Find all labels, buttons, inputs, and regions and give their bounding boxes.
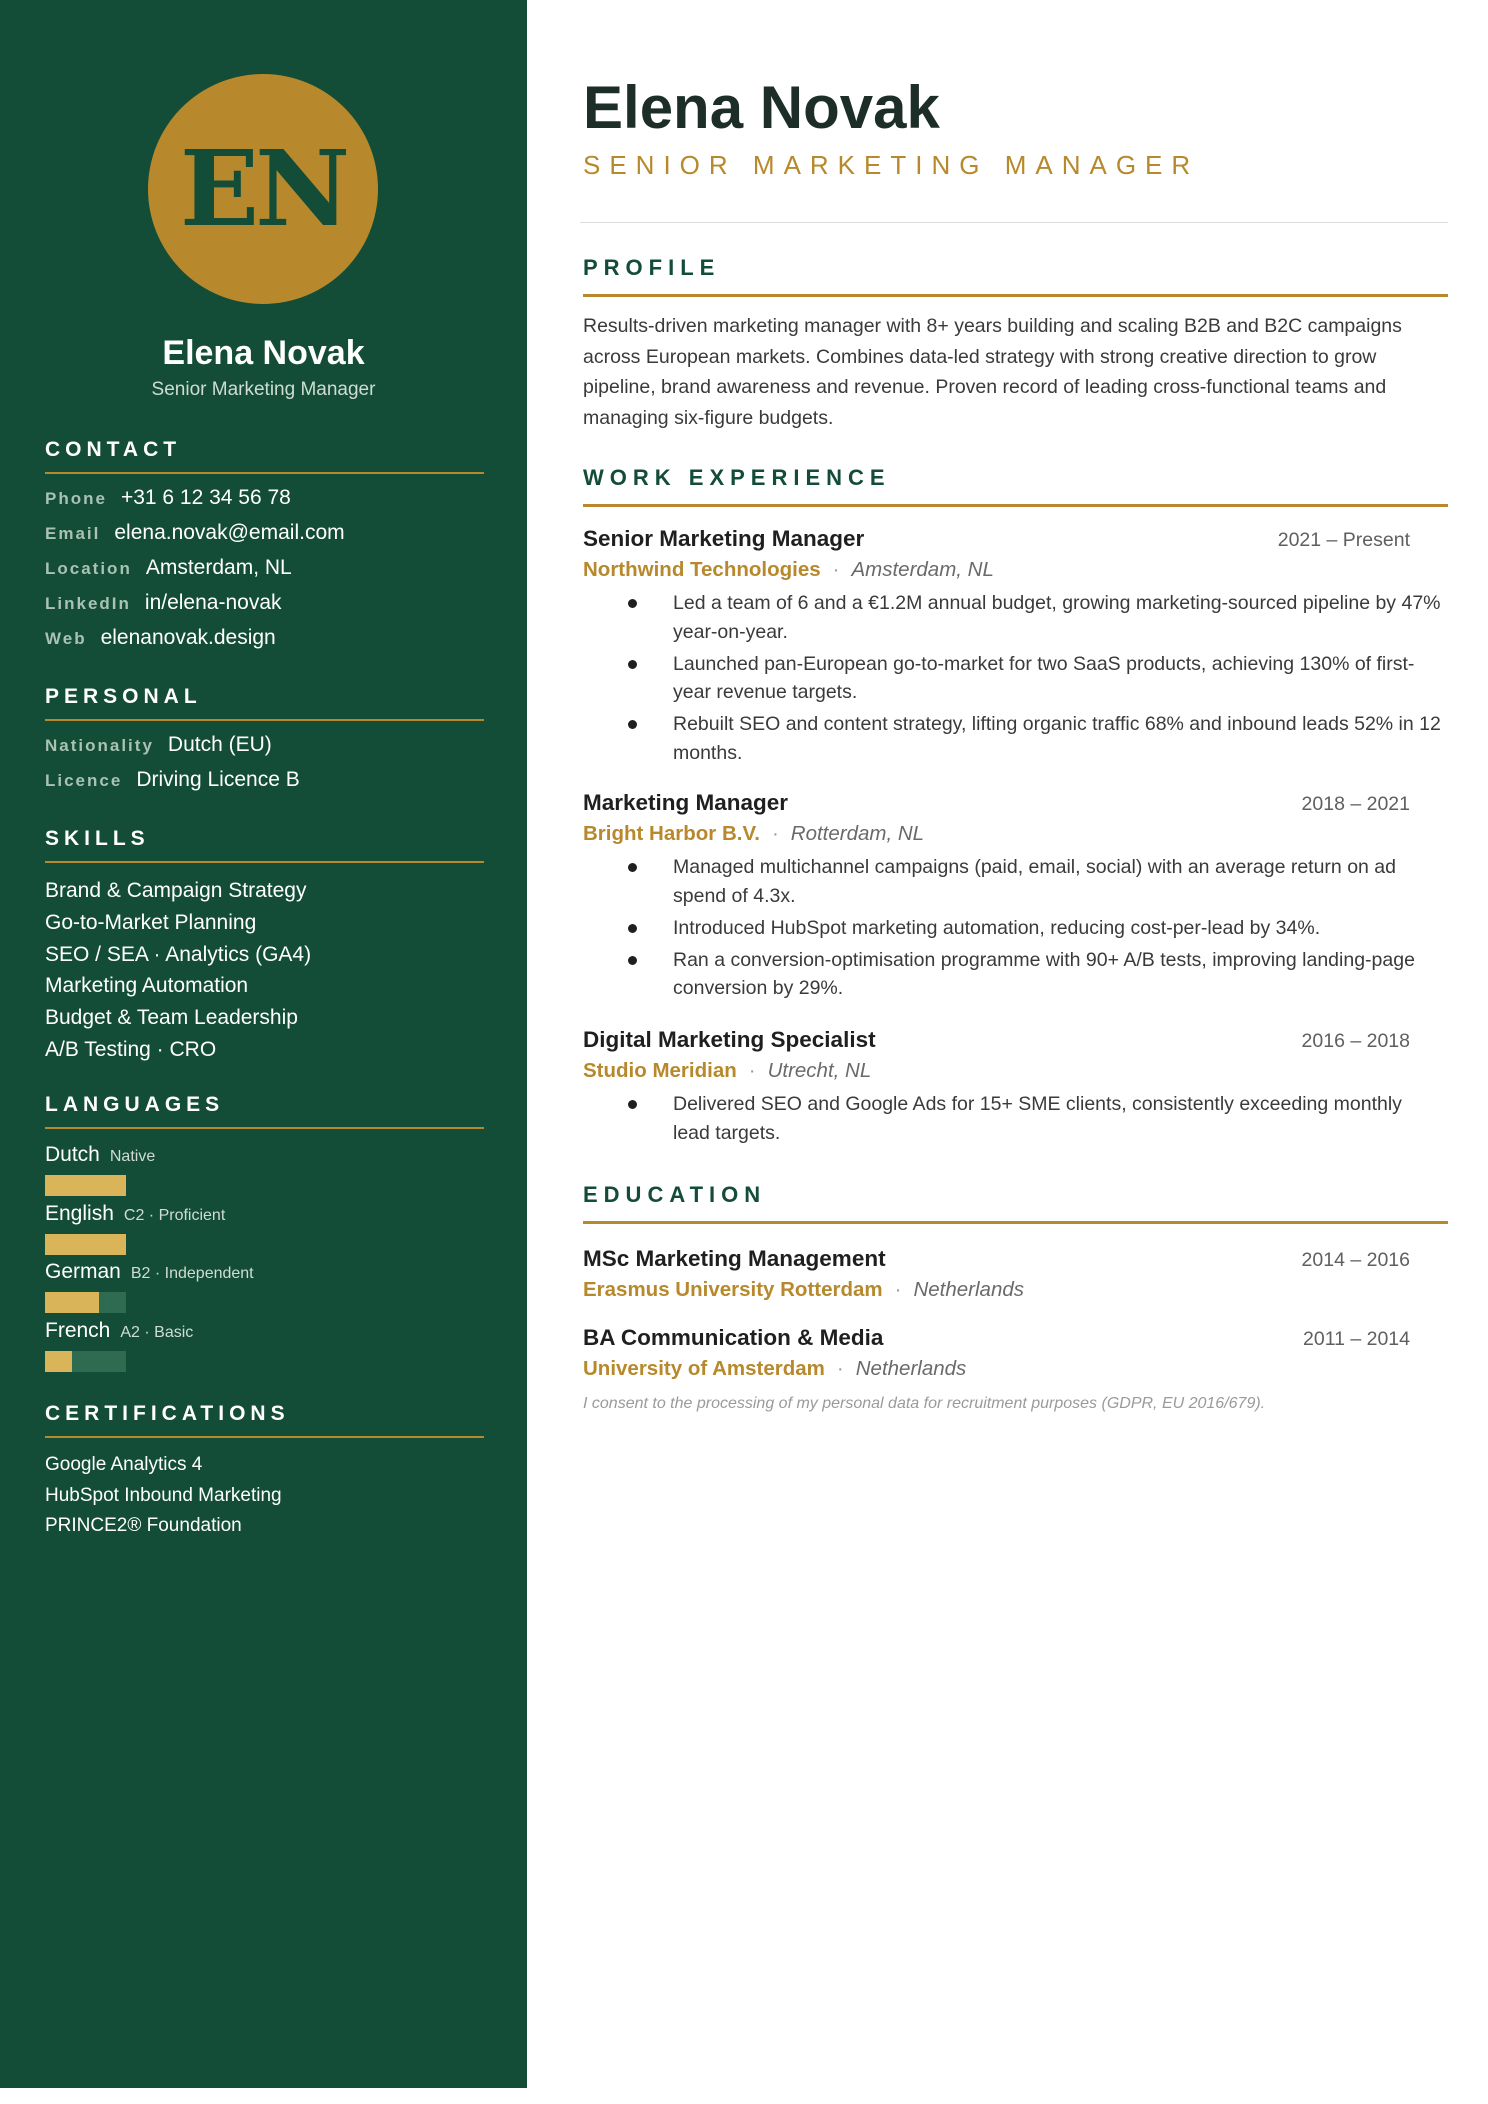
list-item: Introduced HubSpot marketing automation, reducing cost-per-lead by 34%. — [583, 914, 1448, 943]
list-item: Managed multichannel campaigns (paid, email, social) with an average return on ad spend of 4.3x. — [583, 853, 1448, 910]
job-dates: 2016 – 2018 — [1301, 1030, 1410, 1052]
monogram-initials: EN — [179, 127, 347, 250]
languages-heading: LANGUAGES — [45, 1091, 484, 1129]
skill-item: Marketing Automation — [45, 974, 249, 998]
language-item — [45, 1319, 484, 1378]
skill-item: Budget & Team Leadership — [45, 1006, 298, 1030]
education-section — [583, 1180, 1448, 1224]
sidebar — [0, 0, 527, 2088]
language-name: Dutch — [45, 1143, 100, 1166]
language-level: A2 · Basic — [120, 1323, 194, 1341]
personal-licence — [45, 768, 484, 803]
list-item: Ran a conversion-optimisation programme with 90+ A/B tests, improving landing-page conversion by 29%. — [583, 946, 1448, 1003]
certifications-heading: CERTIFICATIONS — [45, 1400, 484, 1438]
separator-dot: · — [894, 1278, 902, 1301]
page-title: Elena Novak — [583, 74, 940, 141]
job-location: Rotterdam, NL — [790, 822, 925, 845]
skill-item: Brand & Campaign Strategy — [45, 879, 307, 902]
language-proficiency-fill — [45, 1175, 126, 1196]
separator-dot: · — [836, 1357, 844, 1380]
language-item — [45, 1143, 484, 1202]
contact-key: Location — [45, 559, 132, 578]
sidebar-title: Senior Marketing Manager — [151, 379, 376, 400]
header-divider — [580, 222, 1448, 223]
language-proficiency-bar — [45, 1175, 126, 1196]
monogram-avatar — [148, 74, 378, 304]
contact-heading: CONTACT — [45, 436, 484, 474]
certification-item: HubSpot Inbound Marketing — [45, 1484, 282, 1506]
personal-heading: PERSONAL — [45, 683, 484, 721]
education-dates: 2011 – 2014 — [1303, 1328, 1410, 1350]
education-dates: 2014 – 2016 — [1301, 1249, 1410, 1271]
contact-location — [45, 556, 484, 591]
personal-nationality — [45, 733, 484, 768]
gdpr-consent-note: I consent to the processing of my personal data for recruitment purposes (GDPR, EU 2016/679). — [583, 1395, 1266, 1412]
job-title: Digital Marketing Specialist — [583, 1027, 876, 1052]
profile-section — [583, 253, 1448, 433]
job-entry — [583, 788, 1448, 1006]
languages-section — [45, 1091, 484, 1377]
phone-value[interactable]: +31 6 12 34 56 78 — [120, 486, 291, 509]
school-name: University of Amsterdam — [583, 1357, 825, 1380]
separator-dot: · — [748, 1059, 756, 1082]
contact-linkedin — [45, 591, 484, 626]
language-proficiency-bar — [45, 1292, 126, 1313]
contact-section — [45, 436, 484, 661]
language-proficiency-bar — [45, 1351, 126, 1372]
certification-item: PRINCE2® Foundation — [45, 1515, 242, 1536]
degree-title: BA Communication & Media — [583, 1325, 884, 1350]
contact-key: Web — [45, 629, 87, 648]
skills-heading: SKILLS — [45, 825, 484, 863]
contact-key: Phone — [45, 489, 107, 508]
degree-title: MSc Marketing Management — [583, 1246, 886, 1271]
language-level: B2 · Independent — [130, 1265, 254, 1282]
language-item — [45, 1202, 484, 1261]
job-dates: 2021 – Present — [1277, 529, 1410, 551]
email-link[interactable]: elena.novak@email.com — [114, 521, 345, 544]
personal-value: Dutch (EU) — [167, 733, 272, 756]
list-item: Led a team of 6 and a €1.2M annual budget, growing marketing-sourced pipeline by 47% year-on-year. — [583, 589, 1448, 646]
experience-heading: WORK EXPERIENCE — [583, 463, 1448, 507]
language-proficiency-fill — [45, 1292, 99, 1313]
job-location: Utrecht, NL — [767, 1059, 872, 1082]
company-name: Bright Harbor B.V. — [583, 822, 760, 845]
linkedin-link[interactable]: in/elena-novak — [144, 591, 282, 614]
certification-item: Google Analytics 4 — [45, 1454, 203, 1475]
contact-email — [45, 521, 484, 556]
language-proficiency-bar — [45, 1234, 126, 1255]
education-entry — [583, 1244, 1448, 1305]
certifications-section — [45, 1400, 484, 1542]
sidebar-name: Elena Novak — [162, 334, 365, 372]
school-name: Erasmus University Rotterdam — [583, 1278, 883, 1301]
language-item — [45, 1260, 484, 1319]
job-entry — [583, 524, 1448, 771]
contact-key: Email — [45, 524, 101, 543]
skill-item: Go-to-Market Planning — [45, 910, 257, 934]
list-item: Launched pan-European go-to-market for two SaaS products, achieving 130% of first-year revenue targets. — [583, 650, 1448, 707]
website-link[interactable]: elenanovak.design — [100, 626, 276, 649]
school-location: Netherlands — [855, 1357, 967, 1380]
role-subtitle: SENIOR MARKETING MANAGER — [583, 150, 1200, 180]
list-item: Rebuilt SEO and content strategy, lifting organic traffic 68% and inbound leads 52% in 12 months. — [583, 710, 1448, 767]
contact-web — [45, 626, 484, 661]
job-bullets — [583, 589, 1448, 767]
language-level: C2 · Proficient — [123, 1206, 226, 1224]
personal-section — [45, 683, 484, 803]
location-value: Amsterdam, NL — [145, 556, 292, 579]
job-title: Marketing Manager — [583, 790, 789, 815]
separator-dot: · — [771, 822, 779, 845]
education-heading: EDUCATION — [583, 1180, 1448, 1224]
language-name: German — [45, 1260, 121, 1283]
company-name: Northwind Technologies — [583, 558, 821, 581]
language-name: French — [45, 1318, 111, 1342]
contact-key: LinkedIn — [45, 594, 131, 613]
language-proficiency-fill — [45, 1351, 72, 1372]
experience-section — [583, 463, 1448, 507]
job-title: Senior Marketing Manager — [583, 526, 865, 551]
language-proficiency-fill — [45, 1234, 126, 1255]
list-item: Delivered SEO and Google Ads for 15+ SME clients, consistently exceeding monthly lead targets. — [583, 1090, 1448, 1147]
job-location: Amsterdam, NL — [851, 558, 994, 581]
job-entry — [583, 1025, 1448, 1151]
profile-heading: PROFILE — [583, 253, 1448, 297]
skill-item: A/B Testing · CRO — [45, 1037, 217, 1061]
personal-value: Driving Licence B — [136, 768, 300, 791]
personal-key: Nationality — [45, 736, 154, 755]
job-dates: 2018 – 2021 — [1301, 793, 1410, 815]
contact-phone — [45, 486, 484, 521]
profile-summary: Results-driven marketing manager with 8+ years building and scaling B2B and B2C campaigns across European markets. Combines data-led strategy with strong creative direction to grow pipeline, brand awareness and revenue. Proven record of leading cross-functional teams and managing six-figure budgets. — [583, 315, 1402, 429]
separator-dot: · — [832, 558, 840, 581]
job-bullets — [583, 1090, 1448, 1147]
language-level: Native — [109, 1148, 156, 1165]
school-location: Netherlands — [913, 1278, 1025, 1301]
personal-key: Licence — [45, 771, 123, 790]
skills-section — [45, 825, 484, 1066]
company-name: Studio Meridian — [583, 1059, 737, 1082]
skill-item: SEO / SEA · Analytics (GA4) — [45, 942, 312, 966]
education-entry — [583, 1323, 1448, 1384]
job-bullets — [583, 853, 1448, 1003]
language-name: English — [45, 1201, 114, 1225]
